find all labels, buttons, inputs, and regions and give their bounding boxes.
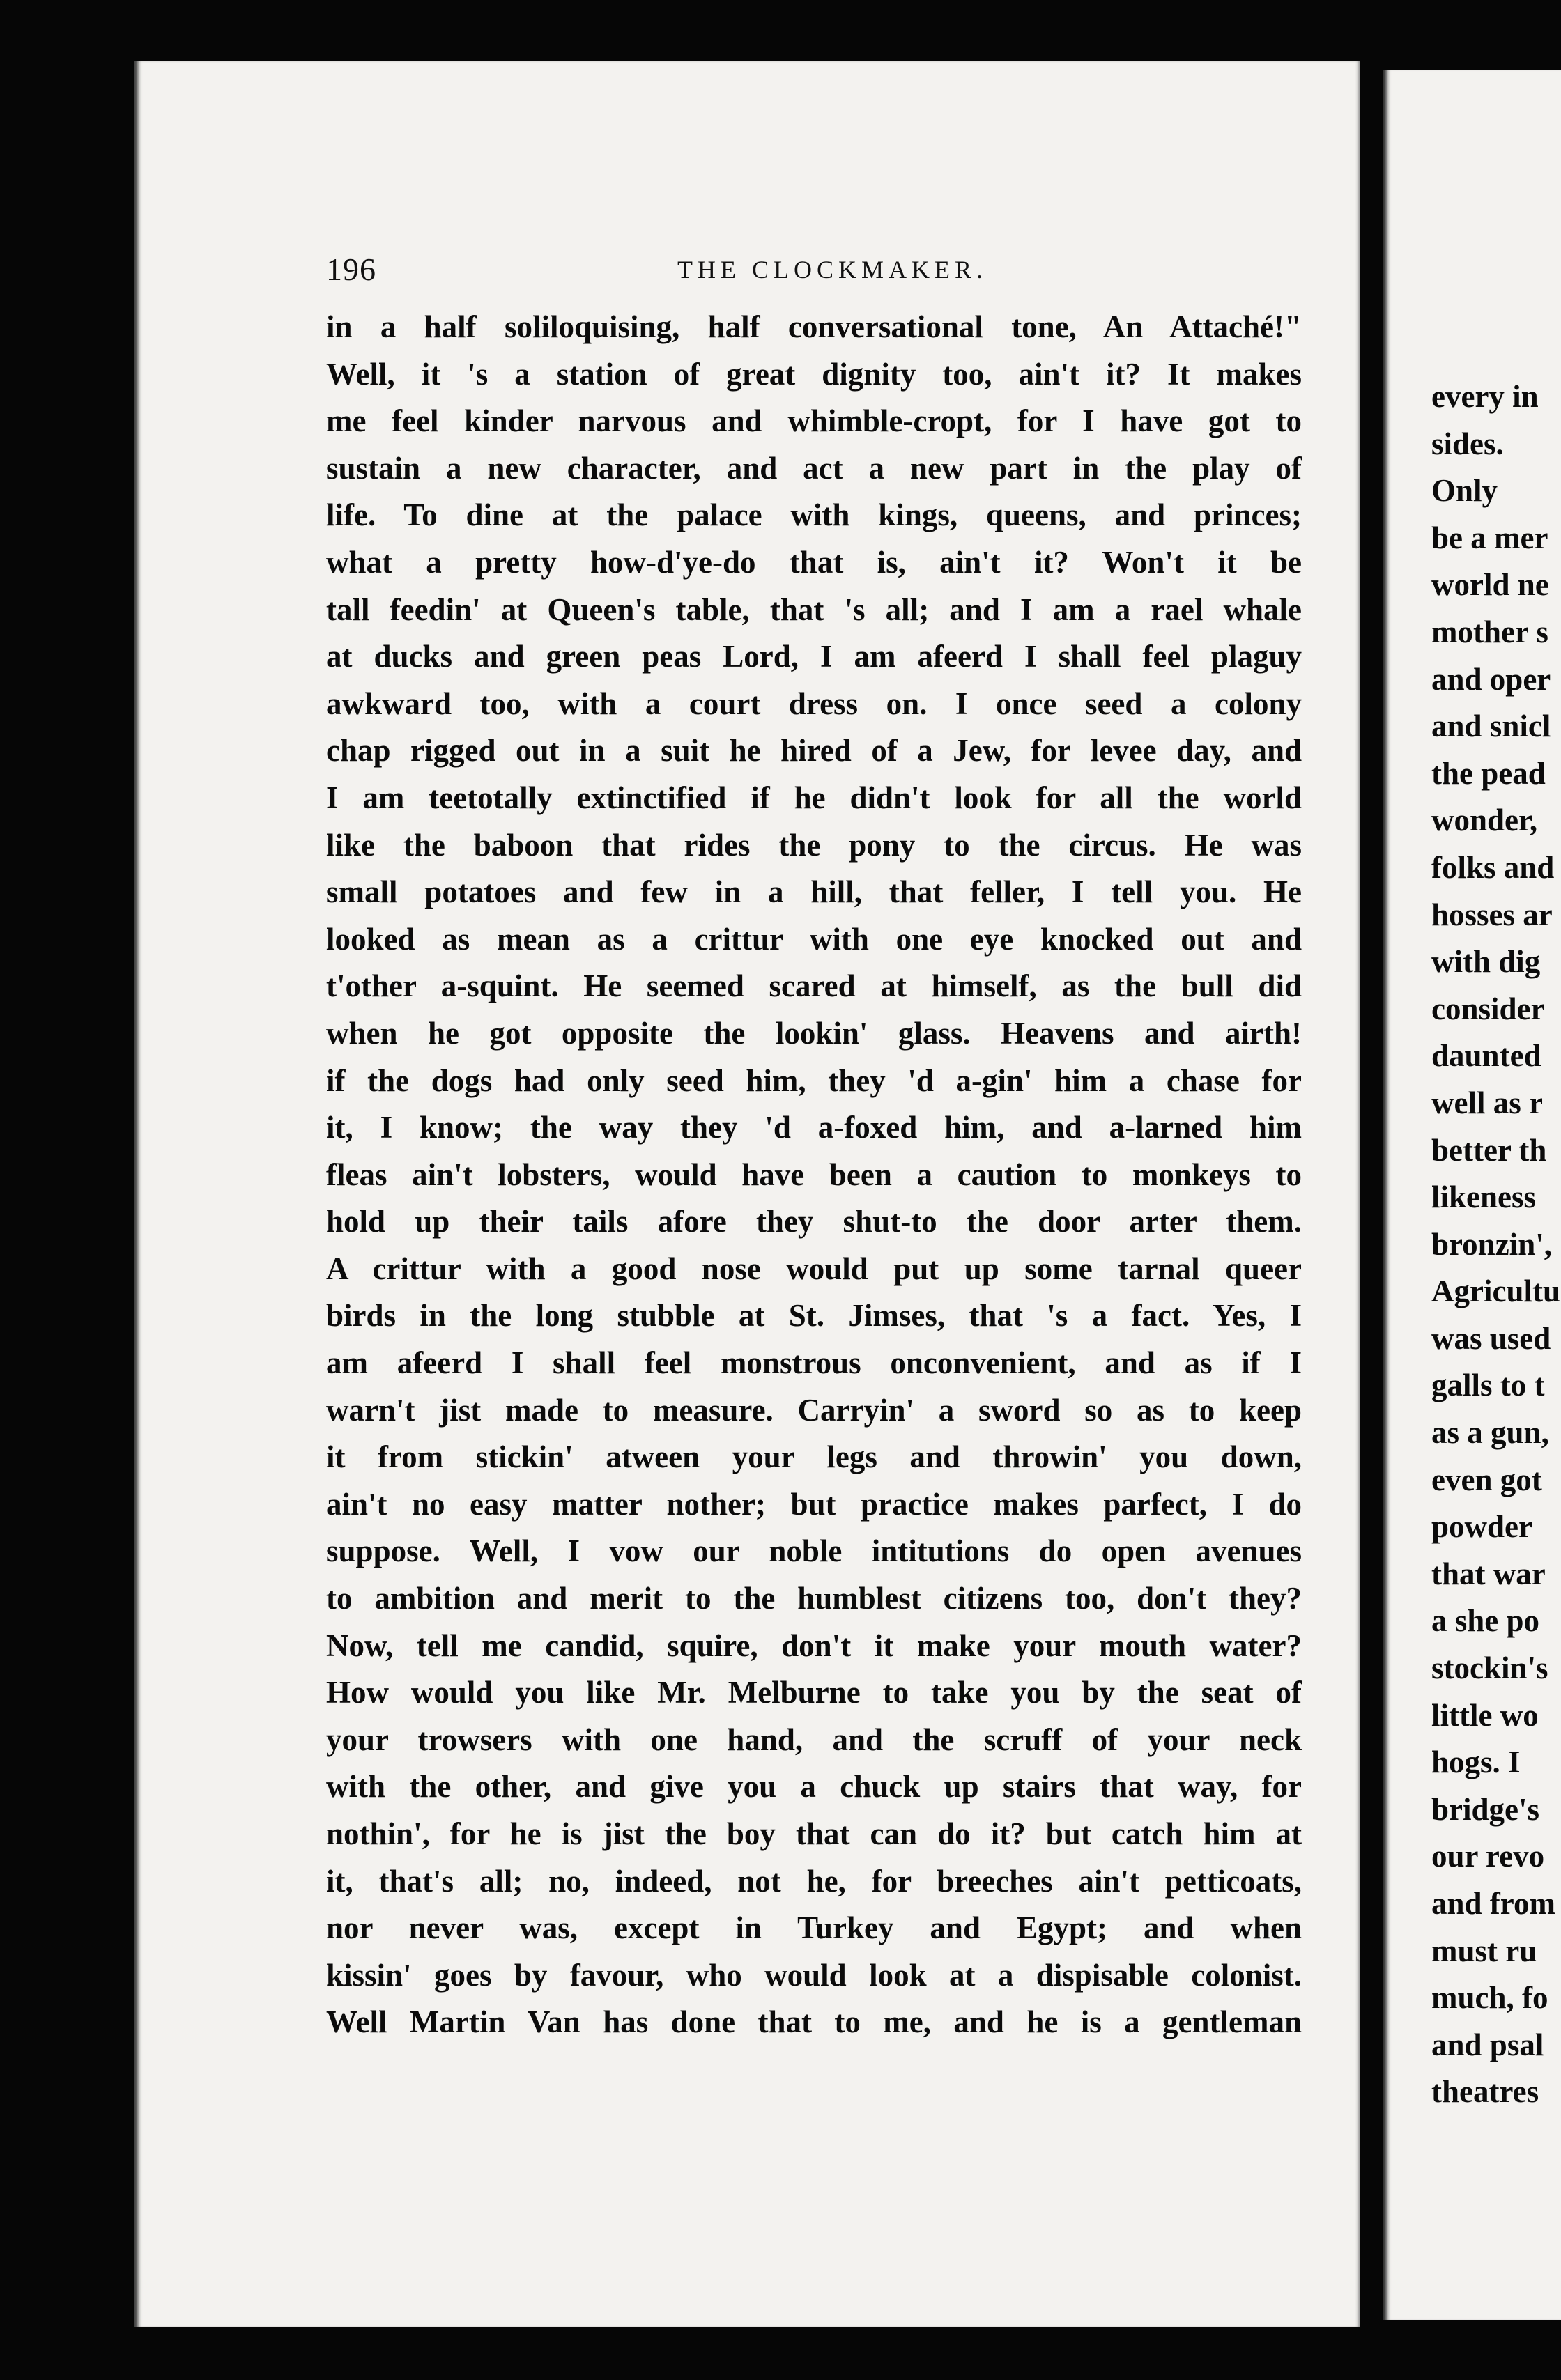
- text-line: me feel kinder narvous and whimble-cropt, for I have got to: [326, 403, 1302, 439]
- page-header: [326, 251, 1302, 293]
- text-line: your trowsers with one hand, and the scruff of your neck: [326, 1722, 1302, 1757]
- text-line: sustain a new character, and act a new part in the play of: [326, 450, 1302, 486]
- text-line: hold up their tails afore they shut-to the door arter them.: [326, 1204, 1302, 1239]
- text-line: warn't jist made to measure. Carryin' a sword so as to keep: [326, 1392, 1302, 1428]
- facing-text-line: and psal: [1431, 2027, 1544, 2062]
- facing-text-line: Only: [1431, 473, 1498, 509]
- facing-text-line: wonder,: [1431, 803, 1538, 838]
- facing-text-line: and snicl: [1431, 709, 1551, 744]
- facing-text-line: mother s: [1431, 614, 1548, 649]
- text-line: in a half soliloquising, half conversational tone, An Attaché!": [326, 309, 1302, 344]
- text-line: A crittur with a good nose would put up some tarnal queer: [326, 1251, 1302, 1286]
- running-head: THE CLOCKMAKER.: [677, 256, 987, 284]
- text-line: Well Martin Van has done that to me, and he is a gentleman: [326, 2004, 1302, 2040]
- text-line: Well, it 's a station of great dignity too, ain't it? It makes: [326, 356, 1302, 392]
- facing-text-line: our revo: [1431, 1839, 1545, 1874]
- text-line: small potatoes and few in a hill, that feller, I tell you. He: [326, 874, 1302, 910]
- facing-text-line: folks and: [1431, 849, 1555, 885]
- facing-text-line: stockin's: [1431, 1651, 1548, 1686]
- text-line: Now, tell me candid, squire, don't it make your mouth water?: [326, 1628, 1302, 1663]
- text-line: it from stickin' atween your legs and throwin' you down,: [326, 1439, 1302, 1475]
- text-line: what a pretty how-d'ye-do that is, ain't it? Won't it be: [326, 544, 1302, 580]
- facing-text-line: theatres: [1431, 2074, 1539, 2110]
- text-line: to ambition and merit to the humblest citizens too, don't they?: [326, 1581, 1302, 1616]
- facing-text-line: Agricultu: [1431, 1274, 1560, 1309]
- text-line: nothin', for he is jist the boy that can do it? but catch him at: [326, 1816, 1302, 1851]
- text-line: chap rigged out in a suit he hired of a Jew, for levee day, and: [326, 733, 1302, 768]
- page-number: 196: [326, 252, 376, 287]
- facing-text-line: well as r: [1431, 1085, 1543, 1120]
- facing-text-line: much, fo: [1431, 1980, 1548, 2016]
- text-line: tall feedin' at Queen's table, that 's all; and I am a rael whale: [326, 592, 1302, 627]
- right-page: [1383, 70, 1561, 2320]
- facing-text-line: was used: [1431, 1320, 1551, 1356]
- facing-page-text: [1431, 373, 1561, 2116]
- main-text-block: [326, 304, 1302, 2046]
- facing-text-line: world ne: [1431, 567, 1549, 603]
- text-line: when he got opposite the lookin' glass. Heavens and airth!: [326, 1015, 1302, 1051]
- text-line: like the baboon that rides the pony to the circus. He was: [326, 827, 1302, 863]
- text-line: it, that's all; no, indeed, not he, for breeches ain't petticoats,: [326, 1863, 1302, 1899]
- facing-text-line: hogs. I: [1431, 1745, 1521, 1780]
- facing-text-line: a she po: [1431, 1603, 1540, 1639]
- facing-text-line: sides.: [1431, 426, 1504, 461]
- facing-text-line: be a mer: [1431, 520, 1548, 555]
- facing-text-line: bronzin',: [1431, 1226, 1552, 1262]
- text-line: at ducks and green peas Lord, I am afeerd I shall feel plaguy: [326, 639, 1302, 674]
- text-line: fleas ain't lobsters, would have been a caution to monkeys to: [326, 1157, 1302, 1192]
- text-line: life. To dine at the palace with kings, queens, and princes;: [326, 497, 1302, 533]
- text-line: How would you like Mr. Melburne to take you by the seat of: [326, 1675, 1302, 1710]
- text-line: kissin' goes by favour, who would look at a dispisable colonist.: [326, 1957, 1302, 1993]
- text-line: birds in the long stubble at St. Jimses, that 's a fact. Yes, I: [326, 1298, 1302, 1334]
- facing-text-line: consider: [1431, 991, 1545, 1026]
- facing-text-line: as a gun,: [1431, 1415, 1549, 1451]
- text-line: awkward too, with a court dress on. I once seed a colony: [326, 686, 1302, 721]
- facing-text-line: daunted: [1431, 1038, 1541, 1074]
- text-line: I am teetotally extinctified if he didn't look for all the world: [326, 780, 1302, 815]
- text-line: t'other a-squint. He seemed scared at himself, as the bull did: [326, 968, 1302, 1004]
- facing-text-line: every in: [1431, 379, 1539, 414]
- text-line: am afeerd I shall feel monstrous onconvenient, and as if I: [326, 1345, 1302, 1381]
- text-line: if the dogs had only seed him, they 'd a-gin' him a chase for: [326, 1062, 1302, 1098]
- facing-text-line: hosses ar: [1431, 897, 1553, 932]
- text-line: it, I know; the way they 'd a-foxed him, and a-larned him: [326, 1110, 1302, 1145]
- facing-text-line: bridge's: [1431, 1791, 1540, 1827]
- facing-text-line: better th: [1431, 1132, 1547, 1168]
- facing-text-line: must ru: [1431, 1933, 1537, 1968]
- facing-text-line: and oper: [1431, 661, 1551, 697]
- facing-text-line: that war: [1431, 1556, 1546, 1591]
- facing-text-line: with dig: [1431, 944, 1541, 980]
- facing-text-line: powder: [1431, 1509, 1532, 1545]
- text-line: looked as mean as a crittur with one eye knocked out and: [326, 921, 1302, 957]
- facing-text-line: even got: [1431, 1462, 1542, 1497]
- facing-text-line: likeness: [1431, 1180, 1537, 1215]
- facing-text-line: and from: [1431, 1886, 1555, 1921]
- facing-text-line: galls to t: [1431, 1368, 1545, 1403]
- text-line: suppose. Well, I vow our noble intitutions do open avenues: [326, 1533, 1302, 1569]
- text-line: with the other, and give you a chuck up stairs that way, for: [326, 1769, 1302, 1805]
- text-line: ain't no easy matter nother; but practice makes parfect, I do: [326, 1486, 1302, 1522]
- facing-text-line: little wo: [1431, 1697, 1539, 1733]
- facing-text-line: the pead: [1431, 755, 1546, 791]
- text-line: nor never was, except in Turkey and Egypt; and when: [326, 1910, 1302, 1946]
